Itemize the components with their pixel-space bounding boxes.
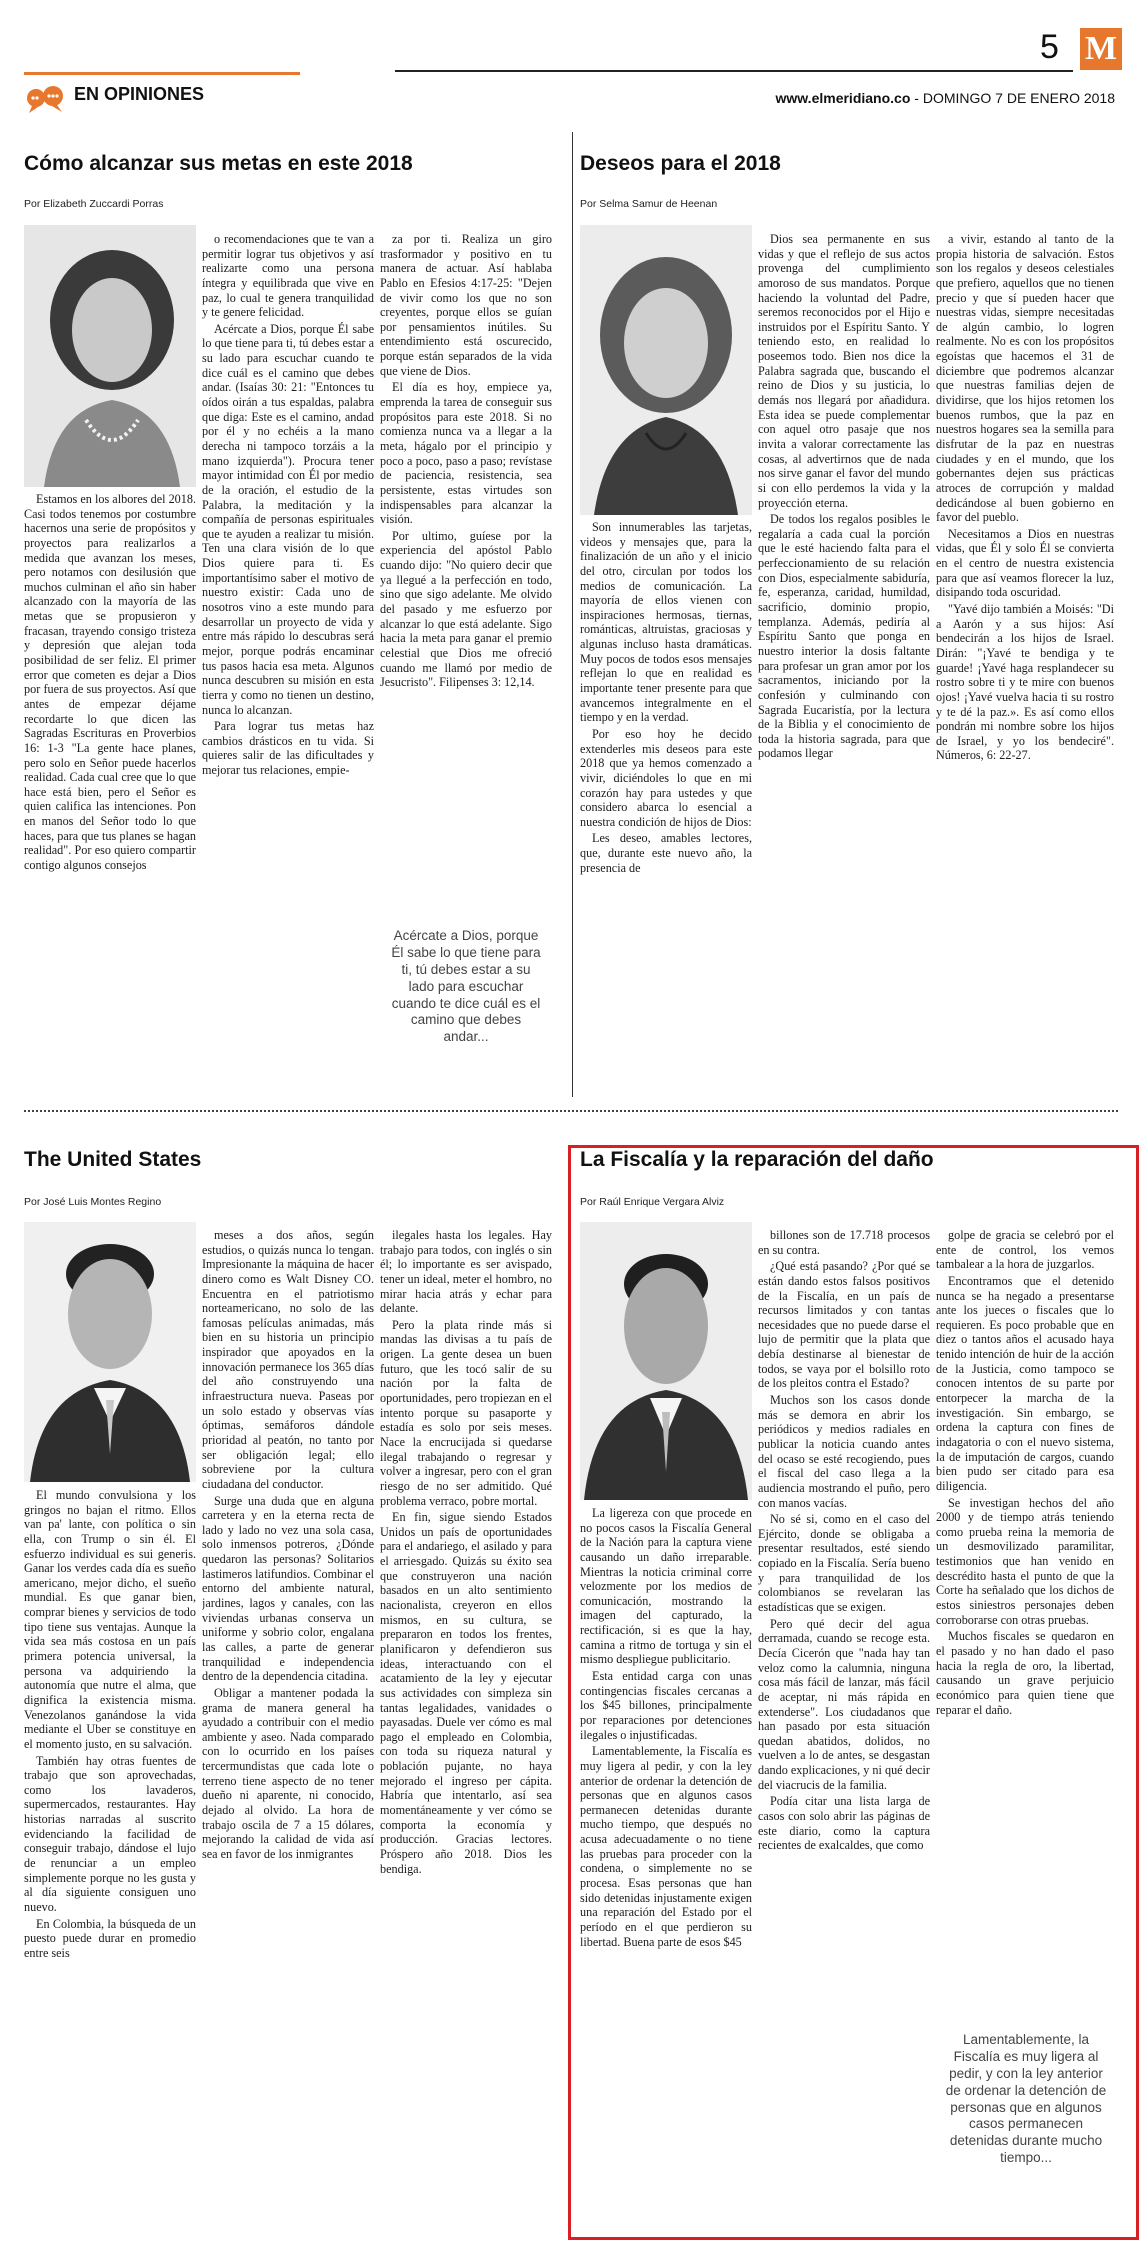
article-byline: Por Elizabeth Zuccardi Porras	[24, 198, 164, 210]
article-column: billones son de 17.718 procesos en su contra. ¿Qué está pasando? ¿Por qué se están dando estos falsos positivos de la Fiscalía, en un país de recursos limitados y con tantas necesidades que no puede darse el lujo de permitir que la plata que debía destinarse al bienestar de todos, se vaya por el bolsillo roto de los pleitos contra el Estado? Muchos son los casos donde más se demora en abrir los periódicos y medios radiales en publicar la noticia cuando antes del ocaso se esté recogiendo, pues el fiscal del caso llega a la audiencia mostrando el puño, pero con manos vacías. No sé si, como en el caso del Ejército, donde se obligaba a presentar resultados, esté siendo copiado en la Fiscalía. Sería bueno y para tranquilidad de los colombianos se revelaran las estadísticas que se exigen. Pero qué decir del agua derramada, cuando se recoge esta. Decía Cicerón que "nada hay tan veloz como la calumnia, ninguna cosa más fácil de lanzar, más fácil de aceptar, ni más rápida en extenderse". Los ciudadanos que han pasado por esta situación quedan abatidos, dolidos, no vuelven a lo de antes, se desgastan dando explicaciones, y ni qué decir del viacrucis de la familia. Podía citar una lista larga de casos con solo abrir las páginas de este diario, como la captura recientes de exalcaldes, que como	[758, 1228, 930, 1853]
issue-date: - DOMINGO 7 DE ENERO 2018	[914, 90, 1115, 106]
author-portrait	[24, 1222, 196, 1482]
section-dotted-divider	[24, 1110, 1118, 1112]
date-line	[776, 90, 1115, 106]
article-column: Estamos en los albores del 2018. Casi todos tenemos por costumbre hacernos una serie de propósitos y proyectos para realizarlos a medida que avanzan los meses, pero notamos con desilusión que muchos culminan el año sin haber alcanzado con la mayoría de las metas que se propusieron y fracasan, trayendo consigo tristeza y depresión que alejan toda posibilidad de ser feliz. El primer error que cometen es dejar a Dios por fuera de sus proyectos. Así que antes de empezar déjame recordarte lo que dicen las Sagradas Escrituras en Proverbios 16: 1-3 "La gente hace planes, pero solo en Señor puede hacerlos realidad. Cada cual cree que lo que hace está bien, pero el Señor es quien califica las intenciones. Pon en manos del Señor todo lo que haces, para que tus planes se hagan realidad". Por eso quiero compartir contigo algunos consejos	[24, 492, 196, 873]
website-url: www.elmeridiano.co	[775, 90, 911, 106]
section-label: EN OPINIONES	[74, 84, 205, 104]
article-byline: Por Raúl Enrique Vergara Alviz	[580, 1196, 725, 1208]
article-column: golpe de gracia se celebró por el ente de control, los vemos tambalear a la hora de juzgarlos. Encontramos que el detenido nunca se ha negado a presentarse ante los jueces o fiscales que lo requieren. Es poco probable que en diez o tantos años el acusado haya tenido intención de huir de la acción de la Justicia, como tampoco se conocen intentos de su parte por entorpecer la marcha de la investigación. Sin embargo, se ordena la captura con fines de indagatoria o con el nuevo sistema, la de imputación de cargos, cuando bien pudo ser citado para esa diligencia. Se investigan hechos del año 2000 y de tiempo atrás teniendo como prueba reina la memoria de un desmovilizado paramilitar, testimonios que han venido en descrédito hasta el punto de que la Corte ha señalado que los dichos de estos siniestros personajes deben corroborarse con otras pruebas. Muchos fiscales se quedaron en el pasado y no han dado el paso hacia la regla de oro, la libertad, causando un grave perjuicio económico para quien tiene que reparar el daño.	[936, 1228, 1114, 1717]
article-title: La Fiscalía y la reparación del daño	[580, 1148, 934, 1171]
pull-quote: Acércate a Dios, porque Él sabe lo que tiene para ti, tú debes estar a su lado para escuchar cuando te dice cuál es el camino que debes andar...	[391, 928, 541, 1045]
author-portrait	[580, 1222, 752, 1500]
section-accent-rule	[24, 72, 300, 75]
header-rule	[395, 70, 1073, 72]
article-column: Son innumerables las tarjetas, videos y mensajes que, para la finalización de un año y el inicio del otro, circulan por todos los medios de comunicación. La mayoría de ellos vienen con inspiraciones hermosas, tiernas, románticas, altruistas, graciosas y algunas incluso hasta dramáticas. Muy pocos de todos esos mensajes reflejan lo que en realidad es importante tener presente para que avancemos integralmente en el tiempo y en la verdad. Por eso hoy he decido extenderles mis deseos para este 2018 que ya hemos comenzado a vivir, diciéndoles lo que en mi corazón hay para ustedes y que considero abarca lo esencial a nuestra condición de hijos de Dios: Les deseo, amables lectores, que, durante este nuevo año, la presencia de	[580, 520, 752, 875]
article-byline: Por José Luis Montes Regino	[24, 1196, 162, 1208]
article-column: La ligereza con que procede en no pocos casos la Fiscalía General de la Nación para la captura viene causando un daño irreparable. Mientras la noticia criminal corre velozmente por los medios de comunicación, mostrando la imagen del capturado, la rectificación, si es que la hay, camina a ritmo de tortuga y sin el mismo despliegue publicitario. Esta entidad carga con unas contingencias fiscales cercanas a los $45 billones, principalmente por reparaciones por detenciones ilegales o injustificadas. Lamentablemente, la Fiscalía es muy ligera al pedir, y con la ley anterior de ordenar la detención de personas que en algunos casos permanecen detenidas durante mucho tiempo, que después no acusa adecuadamente o no tiene las pruebas para proceder con la condena, o simplemente no se procesa. Esas personas que han sido detenidas injustamente exigen una reparación del Estado por el período en el que perdieron su libertad. Buena parte de esos $45	[580, 1506, 752, 1949]
article-column: El mundo convulsiona y los gringos no bajan el ritmo. Ellos van pa' lante, con política o sin ella, con Trump o sin él. El esfuerzo individual es sui generis. Ganar los verdes cada día es sueño americano, mejor dicho, el sueño mundial. Es que ganar bien, comprar bienes y servicios de todo tipo tiene sus ventajas. Aunque la vida sea más costosa en un país primera potencia universal, la persona va adquiriendo la autonomía que nutre el alma, que dignifica la existencia misma. Venezolanos ganándose la vida mediante el Uber se constituye en el momento justo, en su salvación. También hay otras fuentes de trabajo que son aprovechadas, como los lavaderos, supermercados, restaurantes. Hay historias narradas al suscrito evidenciando la facilidad de conseguir trabajo, dándose el lujo de renunciar a un empleo simplemente porque no les gusta y al día siguiente consiguen uno nuevo. En Colombia, la búsqueda de un puesto puede durar en promedio entre seis	[24, 1488, 196, 1960]
article-column: za por ti. Realiza un giro trasformador y positivo en tu manera de actuar. Así hablaba Pablo en Efesios 4:17-25: "Dejen de vivir como los que no son creyentes, porque ellos se guían por pensamientos inútiles. Su entendimiento está oscurecido, porque están separados de la vida que viene de Dios. El día es hoy, empiece ya, emprenda la tarea de conseguir sus propósitos para este 2018. Si no comienza nunca va a llegar a la meta, hágalo por el principio y poco a poco, paso a paso; revístase de paciencia, resistencia, sea persistente, estas virtudes son indispensables para alcanzar la visión. Por ultimo, guíese por la experiencia del apóstol Pablo cuando dijo: "No quiero decir que ya llegué a la perfección en todo, sino que sigo adelante. Me olvido del pasado y me esfuerzo por alcanzar lo que está adelante. Sigo hacia la meta para ganar el premio celestial que Dios me ofreció cuando me llamó por medio de Jesucristo". Filipenses 3: 12,14.	[380, 232, 552, 690]
pull-quote: Lamentablemente, la Fiscalía es muy ligera al pedir, y con la ley anterior de ordenar la detención de personas que en algunos casos permanecen detenidas durante mucho tiempo...	[945, 2032, 1107, 2166]
article-title: Deseos para el 2018	[580, 152, 781, 175]
article-byline: Por Selma Samur de Heenan	[580, 198, 718, 210]
column-divider-top	[572, 132, 573, 1097]
article-column: a vivir, estando al tanto de la propia historia de salvación. Estos son los regalos y deseos celestiales que prefiero, aquellos que no tienen precio y que sí pueden hacer que nuestras vidas, siempre necesitadas de algún cambio, lo logren realmente. No es con los propósitos egoístas que hacemos el 31 de diciembre que podremos alcanzar que nuestras familias dejen de dividirse, que los hijos retomen los buenos rumbos, que la paz en nuestros hogares sea la semilla para disfrutar de la paz en nuestras ciudades y en el mundo, que los gobernantes dejen sus prácticas atroces de corrupción y maldad dedicándose al buen gobierno en favor del pueblo. Necesitamos a Dios en nuestras vidas, que Él y solo Él se convierta en el centro de nuestra existencia para que así veamos florecer la luz, disipando toda oscuridad. "Yavé dijo también a Moisés: "Di a Aarón y a sus hijos: Así bendecirán a los hijos de Israel. Dirán: "¡Yavé te bendiga y te guarde! ¡Yavé haga resplandecer su rostro sobre ti y te mire con buenos ojos! ¡Yavé vuelva hacia ti su rostro y te dé la paz.». Es así como ellos pondrán mi nombre sobre los hijos de Israel, y yo los bendeciré". Números, 6: 22-27.	[936, 232, 1114, 763]
newspaper-logo: M	[1080, 28, 1122, 70]
article-column: Dios sea permanente en sus vidas y que el reflejo de sus actos provenga del cumplimiento amoroso de sus mandatos. Porque haciendo la voluntad del Padre, seremos reconocidos por el Hijo e instruidos por el Espíritu Santo. Y teniendo esto, en realidad lo poseemos todo. Bien nos dice la Palabra sagrada que, buscando el reino de Dios y su justicia, lo demás nos llegará por añadidura. Esta idea se puede complementar con aquel otro pasaje que nos invita a valorar correctamente las cosas, al advertirnos que de nada nos sirve ganar el favor del mundo si con ello perdemos la vida y la proyección eterna. De todos los regalos posibles le regalaría a cada cual la porción que le esté haciendo falta para el perfeccionamiento de su relación con Dios, especialmente sabiduría, fe, esperanza, caridad, humildad, sacrificio, dominio propio, templanza. Además, pediría al Espíritu Santo que ponga en nuestro interior la dosis faltante para profesar un gran amor por los sacramentos, iniciando por la confesión y culminando con Sagrada Eucaristía, por la lectura de la Biblia y el conocimiento de toda la historia sagrada, para que podamos llegar	[758, 232, 930, 761]
article-title: The United States	[24, 1148, 202, 1171]
article-title: Cómo alcanzar sus metas en este 2018	[24, 152, 413, 175]
author-portrait	[580, 225, 752, 515]
speech-bubbles-icon	[24, 84, 68, 114]
article-column: ilegales hasta los legales. Hay trabajo para todos, con inglés o sin él; lo importante es ser avispado, tener un ideal, meter el hombro, no mirar hacia atrás y echar para delante. Pero la plata rinde más si mandas las divisas a tu país de origen. La gente desea un buen futuro, que les tocó salir de su nación por la falta de oportunidades, pero tropiezan en el intento porque su pasaporte y estadía es solo por seis meses. Nace la encrucijada si quedarse ilegal trabajando o regresar y volver a ingresar, pero con el gran riesgo de no ser admitido. Qué problema verraco, pobre mortal. En fin, sigue siendo Estados Unidos un país de oportunidades para el andariego, el asilado y para el arriesgado. Quizás su éxito sea que construyeron una nación basados en un alto sentimiento nacionalista, creyeron en ellos mismos, en su cultura, se prepararon en todos los frentes, planificaron y defendieron sus ideas, interactuando con el acatamiento de la ley y ejecutar sus actividades con simpleza sin tantas legalidades, vanidades o payasadas. Duele ver cómo es mal pago el empleado en Colombia, con toda su riqueza natural y población pujante, no haya mejorado el ingreso per cápita. Habría que intentarlo, así sea momentáneamente y ver cómo se comporta la economía y producción. Gracias lectores. Próspero año 2018. Dios les bendiga.	[380, 1228, 552, 1876]
author-portrait	[24, 225, 196, 487]
article-column: o recomendaciones que te van a permitir lograr tus objetivos y así realizarte como una persona íntegra y equilibrada que vive en paz, lo cual te genera tranquilidad y te genere felicidad. Acércate a Dios, porque Él sabe lo que tiene para ti, tú debes estar a su lado para escuchar cuando te dice cuál es el camino que debes andar. (Isaías 30: 21: "Entonces tu oídos oirán a tus espaldas, palabra que diga: Este es el camino, andad por él y no echéis a la mano derecha ni tampoco torzáis a la mano izquierda"). Procura tener mayor intimidad con Él por medio de la oración, el estudio de la Palabra, la meditación y la compañía de personas espirituales que te ayuden a realizar tu misión. Ten una clara visión de lo que Dios quiere para ti. Es importantísimo saber el motivo de nuestro existir: Cada uno de nosotros vino a este mundo para desarrollar un proyecto de vida y entre más rápido lo descubras será mejor, porque podrás encaminar tus pasos hacia esa meta. Algunos nunca descubren su misión en esta tierra y como no tienen un destino, nunca lo alcanzan. Para lograr tus metas haz cambios drásticos en tu vida. Si quieres salir de las dificultades y mejorar tus relaciones, empie-	[202, 232, 374, 778]
page-number: 5	[1040, 28, 1059, 66]
article-column: meses a dos años, según estudios, o quizás nunca lo tengan. Impresionante la máquina de hacer dinero como es Walt Disney CO. Encuentra en el patriotismo norteamericano, no solo de las famosas películas animadas, más bien en su historia un principio inspirador que apoyados en la innovación permanece los 365 días del año construyendo una infraestructura nueva. Paseas por un solo estado y observas vías óptimas, semáforos dándole prioridad al peatón, no tanto por ser obligación legal; ello sobreviene por la cultura ciudadana del conductor. Surge una duda que en alguna carretera y en la eterna recta de lado y lado no vez una sola casa, solo inmensos potreros, ¿Dónde quedaron las personas? Solitarios lastimeros latifundios. Combinar el entorno del ambiente natural, jardines, lagos y canales, con las viviendas urbanas conserva un uniforme y sobrio color, engalana las calles, a parte de generar tranquilidad e independencia dentro de la dependencia citadina. Obligar a mantener podada la grama de manera general ha ayudado a contribuir con el medio ambiente y aseo. Nada comparado con lo ocurrido en los países tercermundistas que cada lote o terreno tiene aspecto de no tener dueño ni aparente, ni conocido, dejado al olvido. La hora de trabajo oscila de 7 a 15 dólares, mejorando la calidad de vida así sea en favor de los inmigrantes	[202, 1228, 374, 1861]
